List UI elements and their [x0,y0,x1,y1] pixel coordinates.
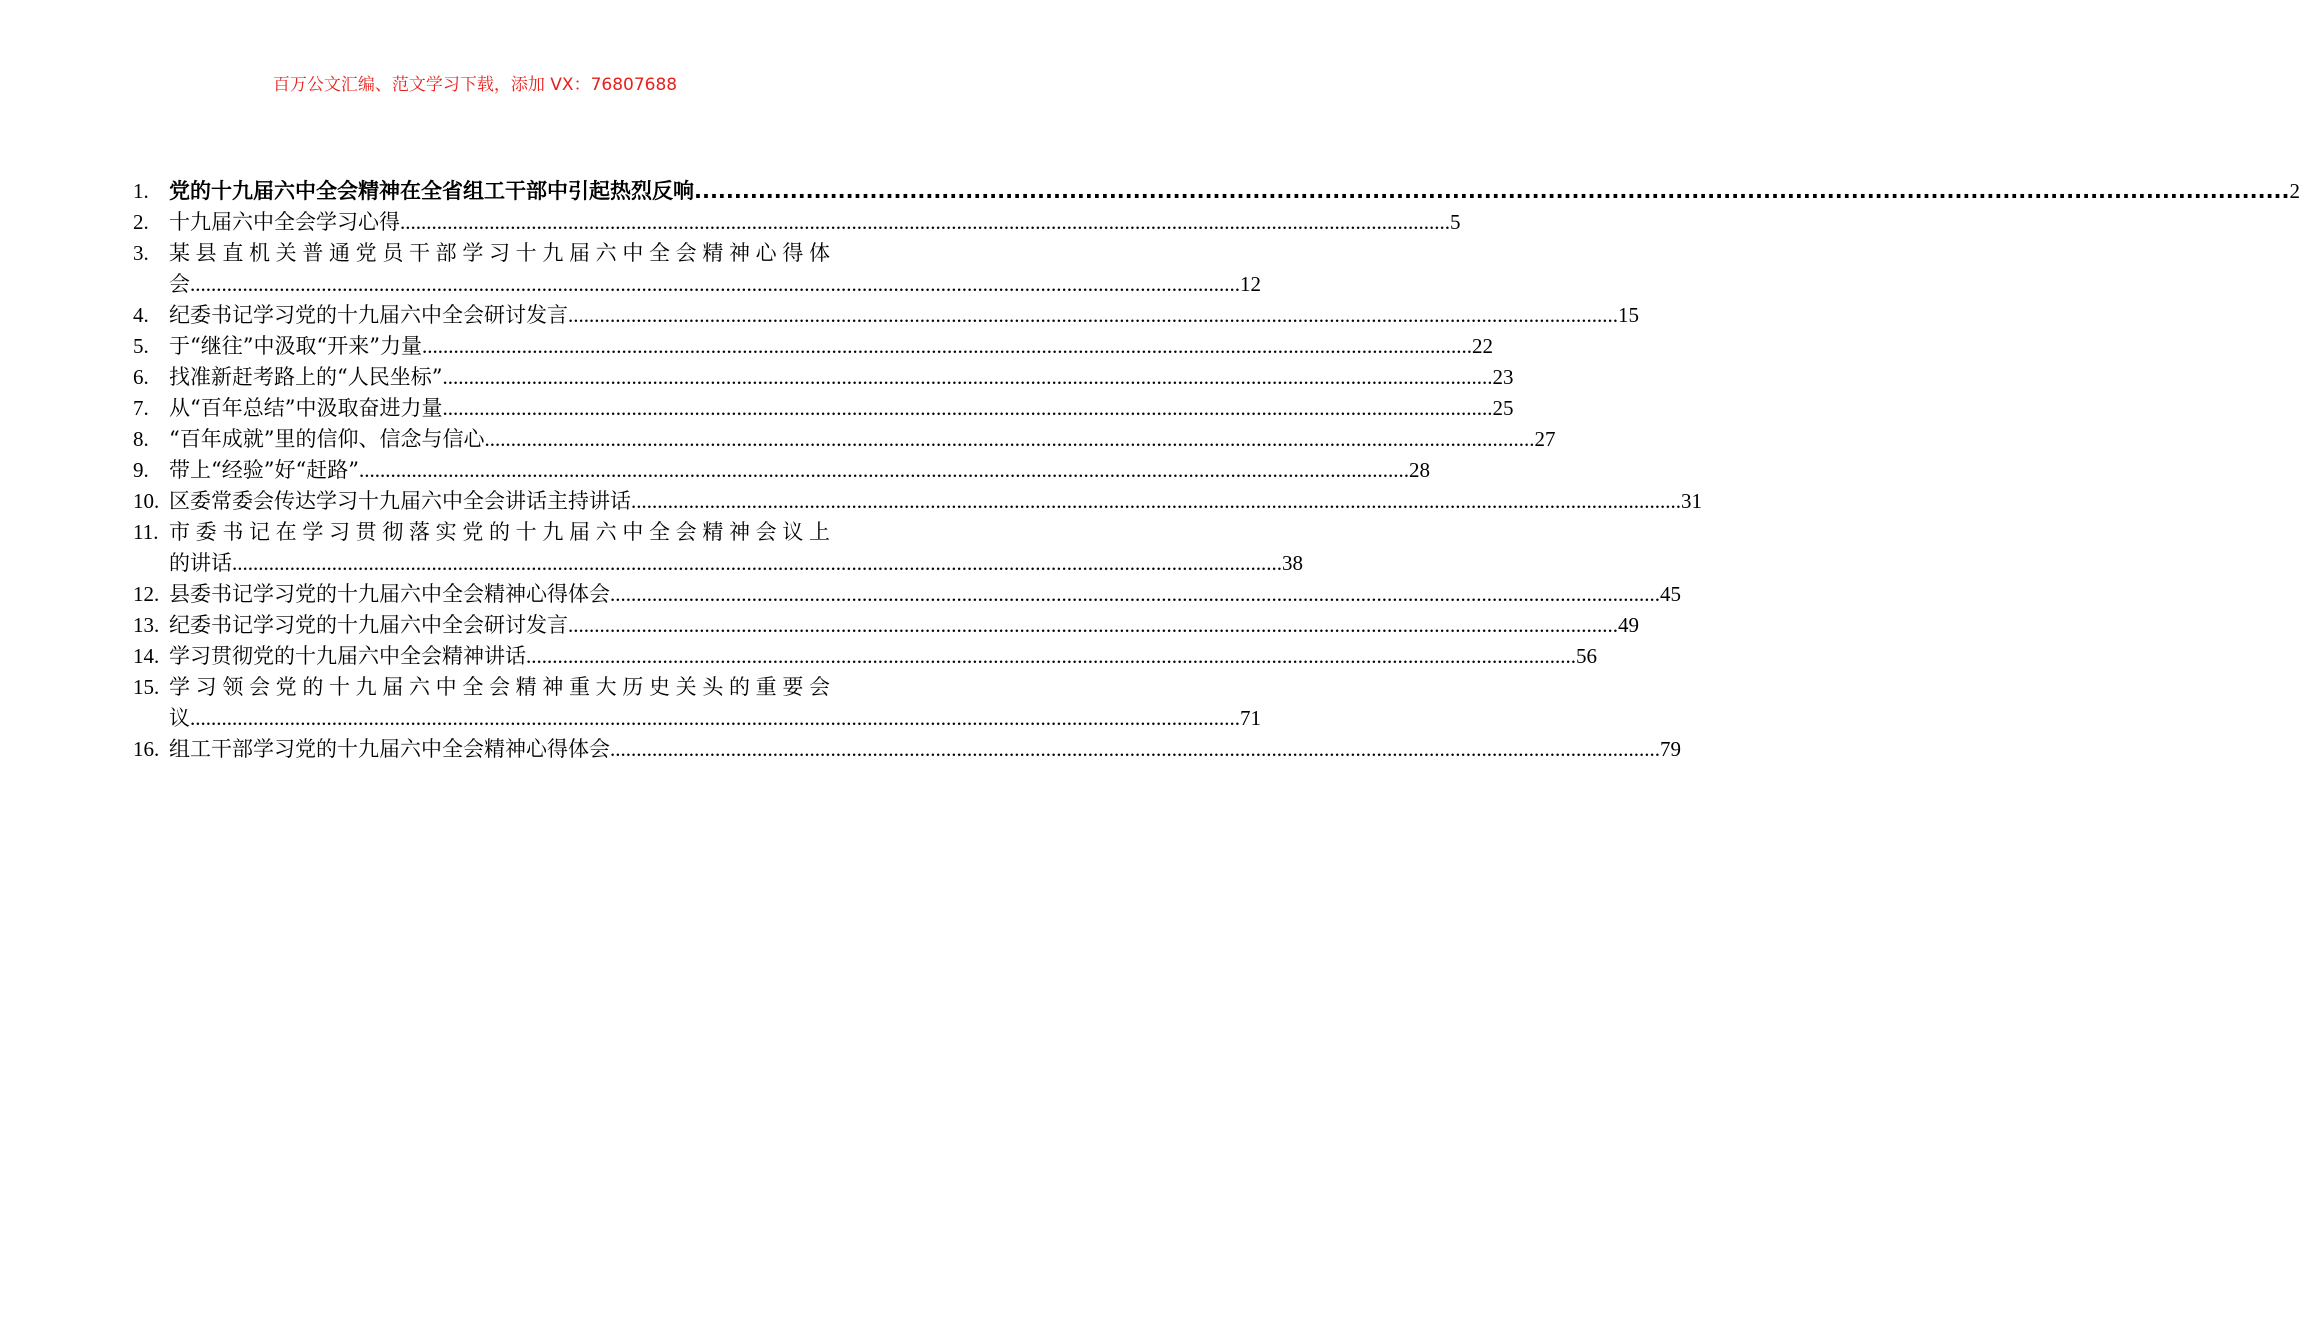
toc-entry-page: 12 [1240,272,1261,296]
toc-entry-number: 6. [133,365,149,389]
toc-entry-title: 带上“经验”好“赶路” [169,458,359,482]
toc-entry-title: 党的十九届六中全会精神在全省组工干部中引起热烈反响 [169,179,694,203]
toc-leader-dots [484,424,1534,455]
toc-entry-page: 56 [1576,644,1597,668]
toc-entry-7[interactable] [133,393,1514,424]
toc-entry-title: 学习贯彻党的十九届六中全会精神讲话 [169,644,526,668]
toc-leader-dots [568,300,1618,331]
toc-entry-page: 31 [1681,489,1702,513]
toc-entry-5[interactable] [133,331,1493,362]
toc-entry-number: 7. [133,396,149,420]
toc-entry-title: “百年成就”里的信仰、信念与信心 [169,427,485,451]
toc-entry-page: 45 [1660,582,1681,606]
toc-entry-page: 71 [1240,706,1261,730]
toc-leader-dots [631,486,1681,517]
toc-entry-title: 从“百年总结”中汲取奋进力量 [169,396,443,420]
toc-entry-page: 25 [1492,396,1514,420]
toc-leader-dots [190,269,1240,300]
toc-entry-number: 1. [133,179,149,203]
toc-entry-4[interactable] [133,300,1639,331]
toc-entry-11[interactable] [133,517,1303,579]
toc-entry-number: 12. [133,582,160,606]
toc-entry-page: 79 [1660,737,1681,761]
toc-leader-dots [694,176,2290,207]
toc-entry-page: 5 [1450,210,1461,234]
toc-leader-dots [610,579,1660,610]
toc-entry-number: 16. [133,737,160,761]
toc-entry-number: 10. [133,489,160,513]
toc-leader-dots [442,393,1492,424]
toc-entry-3[interactable] [133,238,1261,300]
toc-entry-title: 纪委书记学习党的十九届六中全会研讨发言 [169,303,568,327]
toc-entry-number: 5. [133,334,149,358]
toc-leader-dots [400,207,1450,238]
toc-leader-dots [568,610,1618,641]
toc-entry-number: 13. [133,613,160,637]
toc-entry-14[interactable] [133,641,1597,672]
toc-entry-title: 找准新赶考路上的“人民坐标” [169,365,443,389]
toc-entry-title: 县委书记学习党的十九届六中全会精神心得体会 [169,582,610,606]
toc-entry-title-line1: 学习领会党的十九届六中全会精神重大历史关头的重要会 [169,675,830,699]
toc-entry-16[interactable] [133,734,1681,765]
toc-entry-9[interactable] [133,455,1430,486]
toc-entry-page: 49 [1618,613,1639,637]
toc-entry-title: 议 [169,706,190,730]
toc-entry-13[interactable] [133,610,1639,641]
toc-entry-title: 组工干部学习党的十九届六中全会精神心得体会 [169,737,610,761]
toc-entry-page: 22 [1471,334,1493,358]
toc-entry-number: 4. [133,303,149,327]
toc-leader-dots [422,331,1472,362]
toc-entry-6[interactable] [133,362,1514,393]
toc-entry-page: 27 [1534,427,1556,451]
toc-entry-page: 2 [2289,179,2300,203]
toc-entry-number: 2. [133,210,149,234]
toc-entry-1[interactable] [133,176,2300,207]
toc-entry-title: 纪委书记学习党的十九届六中全会研讨发言 [169,613,568,637]
toc-entry-title: 于“继往”中汲取“开来”力量 [169,334,422,358]
toc-leader-dots [526,641,1576,672]
toc-entry-title: 十九届六中全会学习心得 [169,210,400,234]
header-download-note: 百万公文汇编、范文学习下载，添加 VX：76807688 [272,75,678,95]
table-of-contents [133,176,2300,765]
toc-entry-title: 的讲话 [169,551,232,575]
toc-entry-page: 15 [1618,303,1639,327]
toc-entry-8[interactable] [133,424,1556,455]
toc-entry-12[interactable] [133,579,1681,610]
toc-entry-number: 3. [133,241,149,265]
toc-entry-number: 15. [133,675,160,699]
toc-entry-2[interactable] [133,207,1461,238]
toc-entry-title-line1: 某县直机关普通党员干部学习十九届六中全会精神心得体 [169,241,830,265]
toc-entry-page: 23 [1492,365,1514,389]
toc-leader-dots [442,362,1492,393]
toc-entry-number: 14. [133,644,160,668]
toc-entry-number: 8. [133,427,149,451]
toc-leader-dots [190,703,1240,734]
toc-entry-number: 9. [133,458,149,482]
toc-leader-dots [359,455,1409,486]
toc-leader-dots [232,548,1282,579]
toc-entry-title: 会 [169,272,190,296]
toc-entry-page: 28 [1408,458,1430,482]
toc-entry-page: 38 [1282,551,1303,575]
toc-entry-10[interactable] [133,486,1702,517]
toc-entry-title: 区委常委会传达学习十九届六中全会讲话主持讲话 [169,489,631,513]
toc-entry-title-line1: 市委书记在学习贯彻落实党的十九届六中全会精神会议上 [169,520,830,544]
toc-entry-number: 11. [133,520,159,544]
toc-entry-15[interactable] [133,672,1261,734]
toc-leader-dots [610,734,1660,765]
